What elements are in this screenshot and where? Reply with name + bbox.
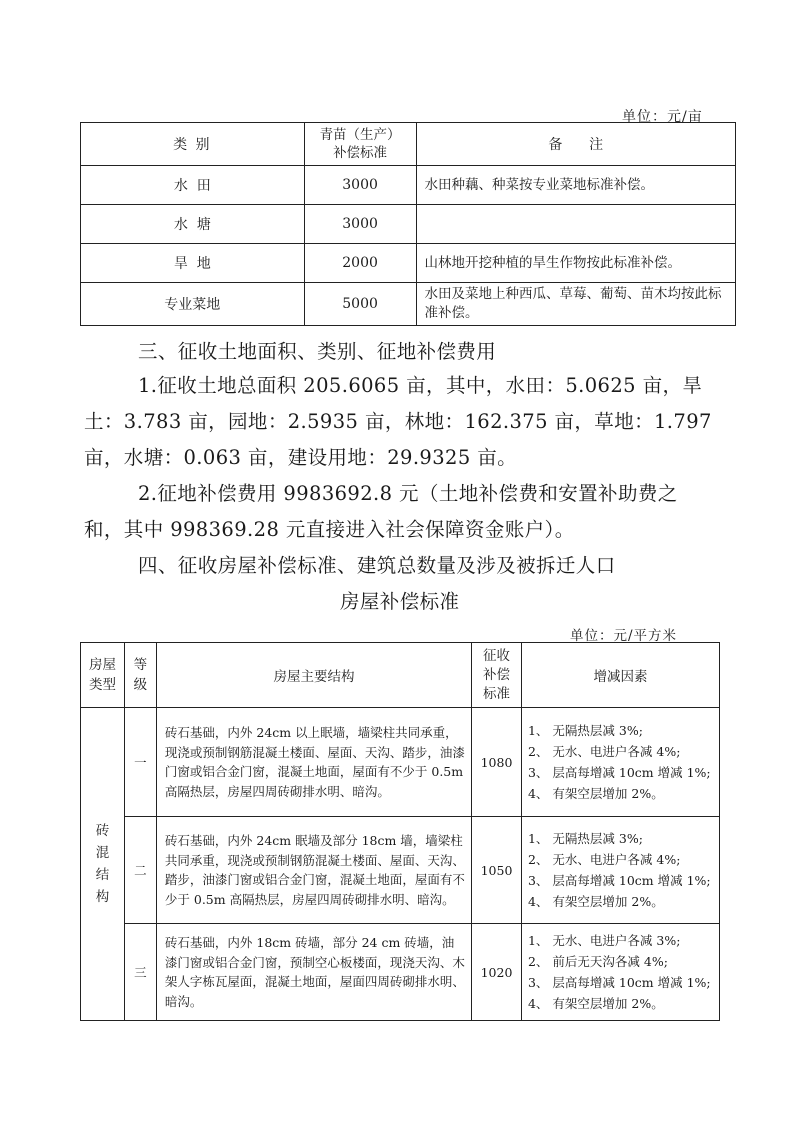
table-row xyxy=(81,205,736,244)
grade-cell: 一 xyxy=(124,708,156,817)
factor-item: 2、 前后无天沟各减 4%; xyxy=(527,954,668,969)
factor-item: 1、 无隔热层减 3%; xyxy=(527,831,643,846)
header-factors: 增减因素 xyxy=(521,643,719,708)
table-row xyxy=(81,283,736,326)
factor-item: 1、 无水、电进户各减 3%; xyxy=(527,933,681,948)
header-standard-text: 征收补偿标准 xyxy=(483,647,510,702)
section3-para2-line2: 和，其中 998369.28 元直接进入社会保障资金账户）。 xyxy=(84,518,575,541)
factor-item: 1、 无隔热层减 3%; xyxy=(527,723,643,738)
factor-item: 2、 无水、电进户各减 4%; xyxy=(527,744,681,759)
factors-cell xyxy=(521,708,719,817)
section4-heading: 四、征收房屋补偿标准、建筑总数量及涉及被拆迁人口 xyxy=(138,554,616,577)
row-standard: 3000 xyxy=(304,166,416,205)
seedling-compensation-table xyxy=(80,122,736,326)
factor-item: 4、 有架空层增加 2%。 xyxy=(527,996,664,1011)
row-standard: 3000 xyxy=(304,205,416,244)
header-standard xyxy=(472,643,522,708)
section3-para1-line2: 土：3.783 亩，园地：2.5935 亩，林地：162.375 亩，草地：1.797 xyxy=(84,410,712,433)
section3-para2-line1: 2.征地补偿费用 9983692.8 元（土地补偿费和安置补助费之 xyxy=(138,482,678,505)
table-row xyxy=(81,708,720,817)
factor-item: 4、 有架空层增加 2%。 xyxy=(527,894,664,909)
header-grade-text: 等级 xyxy=(133,657,148,693)
table-header-row xyxy=(81,123,736,166)
row-remark: 山林地开挖种植的旱生作物按此标准补偿。 xyxy=(416,244,735,283)
header-grade xyxy=(124,643,156,708)
row-standard: 2000 xyxy=(304,244,416,283)
header-structure: 房屋主要结构 xyxy=(156,643,471,708)
factor-item: 3、 层高每增减 10cm 增减 1%; xyxy=(527,765,711,780)
factor-item: 3、 层高每增减 10cm 增减 1%; xyxy=(527,975,711,990)
header-remark: 备 注 xyxy=(416,123,735,166)
factor-item: 2、 无水、电进户各减 4%; xyxy=(527,852,681,867)
house-type-text: 砖混结构 xyxy=(95,823,110,905)
structure-cell: 砖石基础，内外 24cm 眠墙及部分 18cm 墙，墙梁柱共同承重，现浇或预制钢筋混凝土楼面、屋面、天沟、踏步，油漆门窗或铝合金门窗，混凝土地面，屋面有不少于 0.5m 高隔热层，房屋四周砖砌排水明、暗沟。 xyxy=(156,817,471,924)
header-standard xyxy=(304,123,416,166)
row-remark: 水田种藕、种菜按专业菜地标准补偿。 xyxy=(416,166,735,205)
row-remark: 水田及菜地上种西瓜、草莓、葡萄、苗木均按此标准补偿。 xyxy=(416,283,735,326)
factor-item: 4、 有架空层增加 2%。 xyxy=(527,786,664,801)
header-house-type-text: 房屋类型 xyxy=(88,657,116,693)
unit-label-mu: 单位：元/亩 xyxy=(622,109,703,125)
grade-cell: 二 xyxy=(124,817,156,924)
table-row xyxy=(81,166,736,205)
section3-heading: 三、征收土地面积、类别、征地补偿费用 xyxy=(138,340,497,363)
structure-cell: 砖石基础，内外 24cm 以上眠墙，墙梁柱共同承重，现浇或预制钢筋混凝土楼面、屋面、天沟、踏步，油漆门窗或铝合金门窗，混凝土地面，屋面有不少于 0.5m 高隔热层，房屋四周砖砌排水明、暗沟。 xyxy=(156,708,471,817)
unit-label-sqm: 单位：元/平方米 xyxy=(570,628,678,644)
header-house-type xyxy=(81,643,125,708)
section3-para1-line1: 1.征收土地总面积 205.6065 亩，其中，水田：5.0625 亩，旱 xyxy=(138,374,703,397)
header-standard-text: 青苗（生产）补偿标准 xyxy=(319,127,401,161)
header-category: 类 别 xyxy=(81,123,305,166)
factor-item: 3、 层高每增减 10cm 增减 1%; xyxy=(527,873,711,888)
table-row xyxy=(81,817,720,924)
factors-cell xyxy=(521,924,719,1021)
row-category: 旱 地 xyxy=(81,244,305,283)
table-header-row xyxy=(81,643,720,708)
standard-cell: 1050 xyxy=(472,817,522,924)
standard-cell: 1020 xyxy=(472,924,522,1021)
house-type-cell xyxy=(81,708,125,1021)
structure-cell: 砖石基础，内外 18cm 砖墙，部分 24 cm 砖墙，油漆门窗或铝合金门窗，预制空心板楼面，现浇天沟、木架人字栋瓦屋面，混凝土地面，屋面四周砖砌排水明、暗沟。 xyxy=(156,924,471,1021)
table-row xyxy=(81,244,736,283)
row-category: 专业菜地 xyxy=(81,283,305,326)
grade-cell: 三 xyxy=(124,924,156,1021)
factors-cell xyxy=(521,817,719,924)
section3-para1-line3: 亩，水塘：0.063 亩，建设用地：29.9325 亩。 xyxy=(84,446,518,469)
row-category: 水 田 xyxy=(81,166,305,205)
row-remark xyxy=(416,205,735,244)
house-compensation-table xyxy=(80,642,720,1021)
table-row xyxy=(81,924,720,1021)
standard-cell: 1080 xyxy=(472,708,522,817)
row-category: 水 塘 xyxy=(81,205,305,244)
row-standard: 5000 xyxy=(304,283,416,326)
table-title: 房屋补偿标准 xyxy=(340,590,460,613)
